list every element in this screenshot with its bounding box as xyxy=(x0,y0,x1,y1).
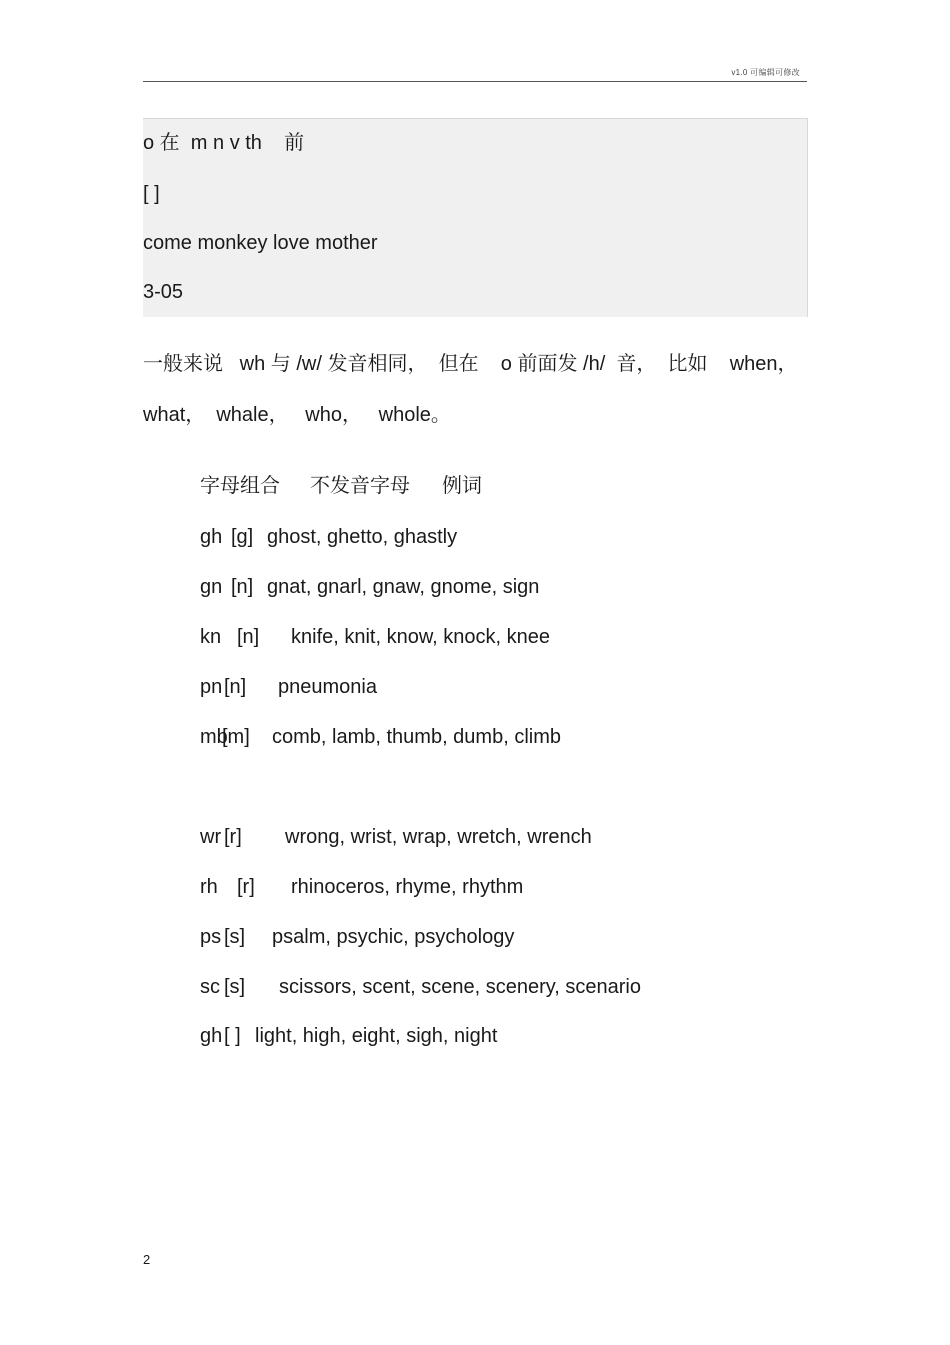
row-examples: ghost, ghetto, ghastly xyxy=(267,526,458,548)
row-examples: comb, lamb, thumb, dumb, climb xyxy=(272,726,561,748)
row-sound: [s] xyxy=(224,926,246,948)
block-line-rule: o 在 m n v th 前 xyxy=(143,132,305,154)
header-version-note: v1.0 可编辑可修改 xyxy=(731,68,800,77)
table-row xyxy=(200,725,760,749)
row-combo: kn xyxy=(200,626,222,648)
table-row xyxy=(200,675,760,699)
header-rule xyxy=(143,81,807,82)
row-examples: wrong, wrist, wrap, wretch, wrench xyxy=(285,826,592,848)
row-examples: rhinoceros, rhyme, rhythm xyxy=(291,876,524,898)
row-sound: [m] xyxy=(222,726,250,748)
row-combo: gh xyxy=(200,1025,223,1047)
block-line-code: 3-05 xyxy=(143,281,184,303)
row-examples: light, high, eight, sigh, night xyxy=(255,1025,498,1047)
row-sound: [n] xyxy=(224,676,247,698)
table-row xyxy=(200,575,760,599)
row-examples: knife, knit, know, knock, knee xyxy=(291,626,551,648)
row-combo: ps xyxy=(200,926,222,948)
block-line-phonetic: [ ] xyxy=(143,183,160,205)
paragraph-line-1: 一般来说 wh 与 /w/ 发音相同， 但在 o 前面发 /h/ 音， 比如 when， xyxy=(143,353,798,375)
row-examples: pneumonia xyxy=(278,676,377,698)
header-silent-letter: 不发音字母 xyxy=(310,475,410,497)
row-sound: [r] xyxy=(237,876,255,898)
row-combo: mb xyxy=(200,726,228,748)
table-row xyxy=(200,1024,760,1048)
row-combo: rh xyxy=(200,876,218,898)
table-row xyxy=(200,625,760,649)
row-combo: pn xyxy=(200,676,223,698)
row-combo: wr xyxy=(200,826,222,848)
block-line-examples: come monkey love mother xyxy=(143,232,378,254)
page-number: 2 xyxy=(143,1252,151,1267)
paragraph-line-2: what， whale， who， whole。 xyxy=(143,404,451,426)
shaded-block xyxy=(143,118,808,317)
row-combo: gh xyxy=(200,526,223,548)
row-sound: [r] xyxy=(224,826,242,848)
table-row xyxy=(200,825,760,849)
row-examples: scissors, scent, scene, scenery, scenario xyxy=(279,976,641,998)
table-row xyxy=(200,875,760,899)
row-examples: psalm, psychic, psychology xyxy=(272,926,515,948)
table-header-row xyxy=(200,474,760,498)
table-row xyxy=(200,975,760,999)
row-sound: [g] xyxy=(231,526,254,548)
row-sound: [n] xyxy=(231,576,254,598)
row-sound: [s] xyxy=(224,976,246,998)
table-row xyxy=(200,525,760,549)
row-combo: sc xyxy=(200,976,220,998)
row-examples: gnat, gnarl, gnaw, gnome, sign xyxy=(267,576,540,598)
header-examples: 例词 xyxy=(442,475,482,497)
row-sound: [ ] xyxy=(224,1025,241,1047)
row-sound: [n] xyxy=(237,626,260,648)
table-row xyxy=(200,925,760,949)
row-combo: gn xyxy=(200,576,223,598)
header-combo: 字母组合 xyxy=(200,475,280,497)
